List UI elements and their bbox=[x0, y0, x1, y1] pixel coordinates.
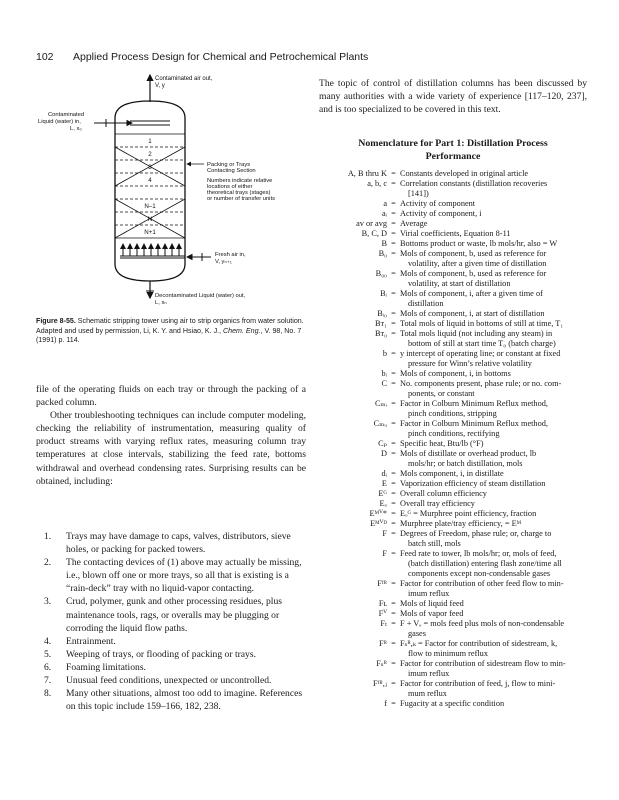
nomenclature-symbol: Fᶠᴿ,ⱼ bbox=[372, 679, 387, 688]
definition-line: volatility, after a given time of distillation bbox=[408, 259, 547, 268]
equals-sign: = bbox=[391, 679, 396, 688]
equals-sign: = bbox=[391, 419, 396, 428]
list-item: 3. Crud, polymer, gunk and other processing residues, plus maintenance tools, rags, or overalls may be plugging or corroding the liquid flow paths. bbox=[44, 596, 282, 634]
definition-line: ponents, or constant bbox=[408, 389, 475, 398]
definition-line: Vaporization efficiency of steam distillation bbox=[400, 479, 546, 488]
air-out-label: Contaminated air out, bbox=[155, 76, 213, 82]
equals-sign: = bbox=[391, 199, 396, 208]
running-title: Applied Process Design for Chemical and Petrochemical Plants bbox=[73, 51, 369, 63]
definition-line: F + Vₑ = mols feed plus mols of non-condensable bbox=[400, 619, 565, 628]
definition-line: imum reflux bbox=[408, 589, 450, 598]
nomenclature-entry bbox=[313, 579, 603, 599]
nomenclature-definition bbox=[400, 439, 600, 449]
nomenclature-entry bbox=[313, 239, 603, 249]
nomenclature-symbol: Bᴛ₀ bbox=[374, 329, 387, 338]
equals-sign: = bbox=[391, 319, 396, 328]
nomenclature-entry bbox=[313, 639, 603, 659]
nomenclature-symbol: B, C, D bbox=[361, 229, 387, 238]
equals-sign: = bbox=[391, 309, 396, 318]
nomenclature-symbol: E bbox=[381, 479, 387, 488]
definition-line: Feed rate to tower, lb mols/hr; or, mols of feed, bbox=[400, 549, 557, 558]
definition-line: gases bbox=[408, 629, 426, 638]
nomenclature-entry bbox=[313, 289, 603, 309]
nomenclature-symbol: aᵢ bbox=[381, 209, 387, 218]
nomenclature-entry bbox=[313, 529, 603, 549]
definition-line: Factor in Colburn Minimum Reflux method, bbox=[400, 419, 548, 428]
nomenclature-definition bbox=[400, 509, 600, 519]
air-sparger-arrows bbox=[120, 244, 185, 258]
nomenclature-symbol: a, b, c bbox=[367, 179, 387, 188]
definition-line: batch still, mols bbox=[408, 539, 461, 548]
nomenclature-entry bbox=[313, 399, 603, 419]
packing-cross-marks bbox=[115, 147, 185, 238]
nomenclature-symbol: Cₘᵤ bbox=[373, 419, 387, 428]
nomenclature-symbol: Bᵢ bbox=[380, 289, 387, 298]
numbers-note-2: locations of either bbox=[207, 184, 253, 190]
liquid-in-label-2: Liquid (water) in, bbox=[38, 119, 81, 125]
tray-number: 4 bbox=[148, 177, 152, 184]
definition-line: Mols of component, i, after a given time of bbox=[400, 289, 543, 298]
list-item: 1. Trays may have damage to caps, valves, distributors, sieve holes, or packing for packed towers. bbox=[44, 531, 291, 556]
nomenclature-symbol: f bbox=[384, 699, 387, 708]
nomenclature-symbol: C bbox=[381, 379, 387, 388]
definition-line: Bottoms product or waste, lb mols/hr, also = W bbox=[400, 239, 558, 248]
definition-line: bottom of still at start time T₀ (batch charge) bbox=[408, 339, 556, 348]
definition-line: Fugacity at a specific condition bbox=[400, 699, 505, 708]
nomenclature-definition bbox=[400, 229, 600, 239]
nomenclature-symbol: Cₚ bbox=[378, 439, 387, 448]
numbers-note: Numbers indicate relative bbox=[207, 178, 273, 184]
fresh-air-label-2: V, yₙ₊₁ bbox=[215, 259, 232, 265]
nomenclature-entry bbox=[313, 509, 603, 519]
definition-line: Murphree plate/tray efficiency, = Eᴹ bbox=[400, 519, 522, 528]
definition-line: pinch conditions, stripping bbox=[408, 409, 497, 418]
nomenclature-definition bbox=[400, 499, 600, 509]
nomenclature-entry bbox=[313, 519, 603, 529]
nomenclature-entry bbox=[313, 659, 603, 679]
definition-line: Factor for contribution of other feed flow to min- bbox=[400, 579, 564, 588]
equals-sign: = bbox=[391, 289, 396, 298]
nomenclature-entry bbox=[313, 369, 603, 379]
equals-sign: = bbox=[391, 699, 396, 708]
nomenclature-definition bbox=[400, 199, 600, 209]
definition-line: Eₒᴳ = Murphree point efficiency, fraction bbox=[400, 509, 537, 518]
tray-number: 3 bbox=[148, 164, 152, 171]
nomenclature-entry bbox=[313, 499, 603, 509]
equals-sign: = bbox=[391, 349, 396, 358]
nomenclature-symbol: Fʟ bbox=[378, 599, 387, 608]
nomenclature-symbol: Fᶠᴿ bbox=[377, 579, 387, 588]
troubleshooting-list bbox=[36, 530, 306, 713]
nomenclature-definition bbox=[400, 549, 600, 579]
definition-line: Mols of component, i, in bottoms bbox=[400, 369, 511, 378]
nomenclature-entry bbox=[313, 419, 603, 439]
liquid-out-label-2: L, xₙ bbox=[155, 300, 167, 306]
definition-line: Mols of component, b, used as reference for bbox=[400, 269, 547, 278]
definition-line: Factor for contribution of feed, j, flow to mini- bbox=[400, 679, 556, 688]
nomenclature-symbol: Fₛᴿ bbox=[376, 659, 387, 668]
figure-caption bbox=[36, 317, 304, 346]
definition-line: pressure for Winn’s relative volatility bbox=[408, 359, 532, 368]
list-item: 4. Entrainment. bbox=[44, 635, 116, 647]
definition-line: Activity of component, i bbox=[400, 209, 482, 218]
definition-line: Degrees of Freedom, phase rule; or, charge to bbox=[400, 529, 552, 538]
nomenclature-entry bbox=[313, 169, 603, 179]
nomenclature-definition bbox=[400, 329, 600, 349]
equals-sign: = bbox=[391, 209, 396, 218]
caption-journal: Chem. Eng. bbox=[223, 326, 261, 335]
nomenclature-symbol: Eᴹⱽᴰ bbox=[370, 519, 387, 528]
nomenclature-entry bbox=[313, 319, 603, 329]
definition-line: flow to minimum reflux bbox=[408, 649, 488, 658]
nomenclature-definition bbox=[400, 489, 600, 499]
liquid-out-label: Decontaminated Liquid (water) out, bbox=[155, 293, 246, 299]
equals-sign: = bbox=[391, 519, 396, 528]
nomenclature-symbol: Fⱽ bbox=[378, 609, 387, 618]
list-item: 7. Unusual feed conditions, unexpected or uncontrolled. bbox=[44, 675, 272, 687]
right-intro-paragraph: The topic of control of distillation columns has been discussed by many authorities with a wide variety of experience [117–120, 237], and is too specialized to be covered in this text. bbox=[319, 78, 587, 116]
tray-number: 2 bbox=[148, 151, 152, 158]
nomenclature-definition bbox=[400, 419, 600, 439]
equals-sign: = bbox=[391, 479, 396, 488]
nomenclature-definition bbox=[400, 679, 600, 699]
equals-sign: = bbox=[391, 639, 396, 648]
nomenclature-definition bbox=[400, 169, 600, 179]
nomenclature-entry bbox=[313, 489, 603, 499]
nomenclature-definition bbox=[400, 209, 600, 219]
nomenclature-definition bbox=[400, 269, 600, 289]
definition-line: Mols of component, b, used as reference for bbox=[400, 249, 547, 258]
nomenclature-symbol: Eᴳ bbox=[378, 489, 387, 498]
nomenclature-definition bbox=[400, 469, 600, 479]
nomenclature-symbol: F bbox=[382, 529, 387, 538]
page-header bbox=[36, 51, 596, 65]
definition-line: Overall tray efficiency bbox=[400, 499, 475, 508]
definition-line: components except non-condensable gases bbox=[408, 569, 551, 578]
nomenclature-entry bbox=[313, 609, 603, 619]
nomenclature-definition bbox=[400, 239, 600, 249]
definition-line: Virial coefficients, Equation 8-11 bbox=[400, 229, 511, 238]
definition-line: Mols of liquid feed bbox=[400, 599, 464, 608]
nomenclature-entry bbox=[313, 209, 603, 219]
definition-line: Mols component, i, in distillate bbox=[400, 469, 504, 478]
definition-line: (batch distillation) entering flash zone/time all bbox=[408, 559, 562, 568]
nomenclature-symbol: F bbox=[382, 549, 387, 558]
equals-sign: = bbox=[391, 469, 396, 478]
tray-number: N bbox=[147, 216, 153, 223]
equals-sign: = bbox=[391, 379, 396, 388]
definition-line: Factor for contribution of sidestream flow to min- bbox=[400, 659, 566, 668]
definition-line: Total mols of liquid in bottoms of still at time, T₁ bbox=[400, 319, 564, 328]
equals-sign: = bbox=[391, 499, 396, 508]
nomenclature-symbol: B bbox=[381, 239, 387, 248]
equals-sign: = bbox=[391, 529, 396, 538]
nomenclature-definition bbox=[400, 659, 600, 679]
nomenclature-entry bbox=[313, 379, 603, 399]
equals-sign: = bbox=[391, 509, 396, 518]
nomenclature-entry bbox=[313, 469, 603, 479]
nomenclature-entry bbox=[313, 229, 603, 239]
definition-line: Mols of component, i, at start of distillation bbox=[400, 309, 545, 318]
nomenclature-definition bbox=[400, 529, 600, 549]
nomenclature-definition bbox=[400, 599, 600, 609]
nomenclature-definition bbox=[400, 449, 600, 469]
figure-label: Figure 8-55. bbox=[36, 317, 76, 325]
nomenclature-definition bbox=[400, 479, 600, 489]
equals-sign: = bbox=[391, 439, 396, 448]
nomenclature-symbol: B₀ bbox=[378, 249, 387, 258]
equals-sign: = bbox=[391, 599, 396, 608]
tower-shell bbox=[115, 101, 185, 281]
definition-line: Constants developed in original article bbox=[400, 169, 529, 178]
fresh-air-label: Fresh air in, bbox=[215, 252, 246, 258]
definition-line: y intercept of operating line; or constant at fixed bbox=[400, 349, 561, 358]
nomenclature-symbol: Bᴛ₁ bbox=[374, 319, 387, 328]
nomenclature-symbol: B₀₀ bbox=[375, 269, 387, 278]
paragraph: file of the operating fluids on each tray or through the packing of a packed column. bbox=[36, 384, 306, 409]
paragraph: Other troubleshooting techniques can include computer modeling, checking the reliability of instrumentation, measuring quality of product streams with varying reflux rates, measuring column tray temperatures at close intervals, stabilizing the feed rate, bottoms withdrawal and overhead condensing rates. Surprising results can be obtained, including: bbox=[36, 410, 306, 487]
nomenclature-symbol: Eₒ bbox=[379, 499, 387, 508]
equals-sign: = bbox=[391, 619, 396, 628]
tray-number: 1 bbox=[148, 138, 152, 145]
equals-sign: = bbox=[391, 609, 396, 618]
nomenclature-definition bbox=[400, 519, 600, 529]
list-item: 5. Weeping of trays, or flooding of packing or trays. bbox=[44, 648, 256, 660]
nomenclature-symbol: bᵢ bbox=[381, 369, 387, 378]
packing-label: Packing or Trays bbox=[207, 162, 251, 168]
nomenclature-symbol: a bbox=[383, 199, 387, 208]
nomenclature-entry bbox=[313, 439, 603, 449]
definition-line: volatility, at start of distillation bbox=[408, 279, 511, 288]
definition-line: Specific heat, Btu/lb (°F) bbox=[400, 439, 484, 448]
equals-sign: = bbox=[391, 369, 396, 378]
nomenclature-entry bbox=[313, 479, 603, 489]
tray-number: N+1 bbox=[144, 229, 156, 236]
nomenclature-symbol: dᵢ bbox=[381, 469, 387, 478]
definition-line: mols/hr; or batch distillation, mols bbox=[408, 459, 523, 468]
definition-line: mum reflux bbox=[408, 689, 447, 698]
equals-sign: = bbox=[391, 549, 396, 558]
definition-line: Fₛᴿ,ₖ = Factor for contribution of sidestream, k, bbox=[400, 639, 558, 648]
equals-sign: = bbox=[391, 399, 396, 408]
liquid-in-label: Contaminated bbox=[48, 112, 85, 118]
list-item: 2. The contacting devices of (1) above may actually be missing, i.e., blown off one or more trays, so all that is existing is a “rain-deck” tray with no liquid-vapor contacting. bbox=[44, 557, 302, 595]
nomenclature-symbol: Cₘᵢ bbox=[375, 399, 387, 408]
nomenclature-entry bbox=[313, 699, 603, 709]
numbers-note-4: or number of transfer units bbox=[207, 196, 275, 202]
list-item: 8. Many other situations, almost too odd to imagine. References on this topic include 159–166, 182, 238. bbox=[44, 688, 303, 713]
nomenclature-entry bbox=[313, 329, 603, 349]
list-item: 6. Foaming limitations. bbox=[44, 661, 146, 673]
numbers-note-3: theoretical trays (stages) bbox=[207, 190, 271, 196]
definition-line: Factor in Colburn Minimum Reflux method, bbox=[400, 399, 548, 408]
definition-line: [141]) bbox=[408, 189, 429, 198]
definition-line: No. components present, phase rule; or no. com- bbox=[400, 379, 562, 388]
nomenclature-definition bbox=[400, 289, 600, 309]
nomenclature-entry bbox=[313, 349, 603, 369]
nomenclature-symbol: Fₜ bbox=[380, 619, 387, 628]
nomenclature-entry bbox=[313, 179, 603, 199]
nomenclature-entry bbox=[313, 599, 603, 609]
nomenclature-heading: Nomenclature for Part 1: Distillation Process Performance bbox=[358, 138, 548, 162]
nomenclature-list bbox=[313, 169, 603, 709]
nomenclature-entry bbox=[313, 549, 603, 579]
definition-line: Mols of vapor feed bbox=[400, 609, 464, 618]
nomenclature-definition bbox=[400, 399, 600, 419]
nomenclature-entry bbox=[313, 199, 603, 209]
stripping-tower-figure bbox=[36, 72, 306, 312]
nomenclature-symbol: D bbox=[381, 449, 387, 458]
nomenclature-entry bbox=[313, 309, 603, 319]
nomenclature-definition bbox=[400, 369, 600, 379]
equals-sign: = bbox=[391, 449, 396, 458]
equals-sign: = bbox=[391, 179, 396, 188]
equals-sign: = bbox=[391, 229, 396, 238]
equals-sign: = bbox=[391, 239, 396, 248]
definition-line: imum reflux bbox=[408, 669, 450, 678]
nomenclature-definition bbox=[400, 579, 600, 599]
nomenclature-symbol: b bbox=[382, 349, 387, 358]
equals-sign: = bbox=[391, 219, 396, 228]
definition-line: Correlation constants (distillation recoveries bbox=[400, 179, 548, 188]
definition-line: pinch conditions, rectifying bbox=[408, 429, 500, 438]
nomenclature-entry bbox=[313, 679, 603, 699]
caption-text: Schematic stripping tower using air to strip organics from water solution. Adapted and used by permission, Li, K. Y. and Hsiao, K. J., bbox=[36, 317, 304, 335]
nomenclature-definition bbox=[400, 699, 600, 709]
liquid-in-label-3: L, x₀ bbox=[70, 126, 82, 132]
packing-label-2: Contacting Section bbox=[207, 168, 256, 174]
nomenclature-definition bbox=[400, 319, 600, 329]
nomenclature-definition bbox=[400, 619, 600, 639]
nomenclature-symbol: Eᴹⱽ* bbox=[369, 509, 387, 518]
nomenclature-definition bbox=[400, 249, 600, 269]
definition-line: Activity of component bbox=[400, 199, 476, 208]
definition-line: Mols of distillate or overhead product, lb bbox=[400, 449, 537, 458]
equals-sign: = bbox=[391, 249, 396, 258]
definition-line: distillation bbox=[408, 299, 444, 308]
equals-sign: = bbox=[391, 579, 396, 588]
nomenclature-entry bbox=[313, 219, 603, 229]
page-number: 102 bbox=[36, 51, 54, 63]
nomenclature-symbol: A, B thru K bbox=[347, 169, 387, 178]
nomenclature-symbol: Fᴿ bbox=[378, 639, 387, 648]
equals-sign: = bbox=[391, 269, 396, 278]
nomenclature-entry bbox=[313, 619, 603, 639]
nomenclature-definition bbox=[400, 379, 600, 399]
definition-line: Average bbox=[400, 219, 428, 228]
equals-sign: = bbox=[391, 169, 396, 178]
nomenclature-definition bbox=[400, 639, 600, 659]
nomenclature-entry bbox=[313, 449, 603, 469]
caption-citation: , V. 98, No. 7 (1991) p. 114. bbox=[36, 326, 302, 345]
nomenclature-definition bbox=[400, 349, 600, 369]
nomenclature-symbol: av or avg bbox=[356, 219, 387, 228]
definition-line: Overall column efficiency bbox=[400, 489, 487, 498]
tray-number: N–1 bbox=[144, 203, 156, 210]
nomenclature-definition bbox=[400, 309, 600, 319]
definition-line: Total mols liquid (not including any steam) in bbox=[400, 329, 553, 338]
nomenclature-definition bbox=[400, 219, 600, 229]
nomenclature-symbol: Bᵢ₀ bbox=[377, 309, 387, 318]
equals-sign: = bbox=[391, 489, 396, 498]
air-out-label-2: V, y bbox=[155, 83, 165, 89]
equals-sign: = bbox=[391, 659, 396, 668]
nomenclature-entry bbox=[313, 249, 603, 269]
nomenclature-entry bbox=[313, 269, 603, 289]
left-column-text bbox=[36, 383, 306, 488]
nomenclature-definition bbox=[400, 179, 600, 199]
nomenclature-definition bbox=[400, 609, 600, 619]
equals-sign: = bbox=[391, 329, 396, 338]
